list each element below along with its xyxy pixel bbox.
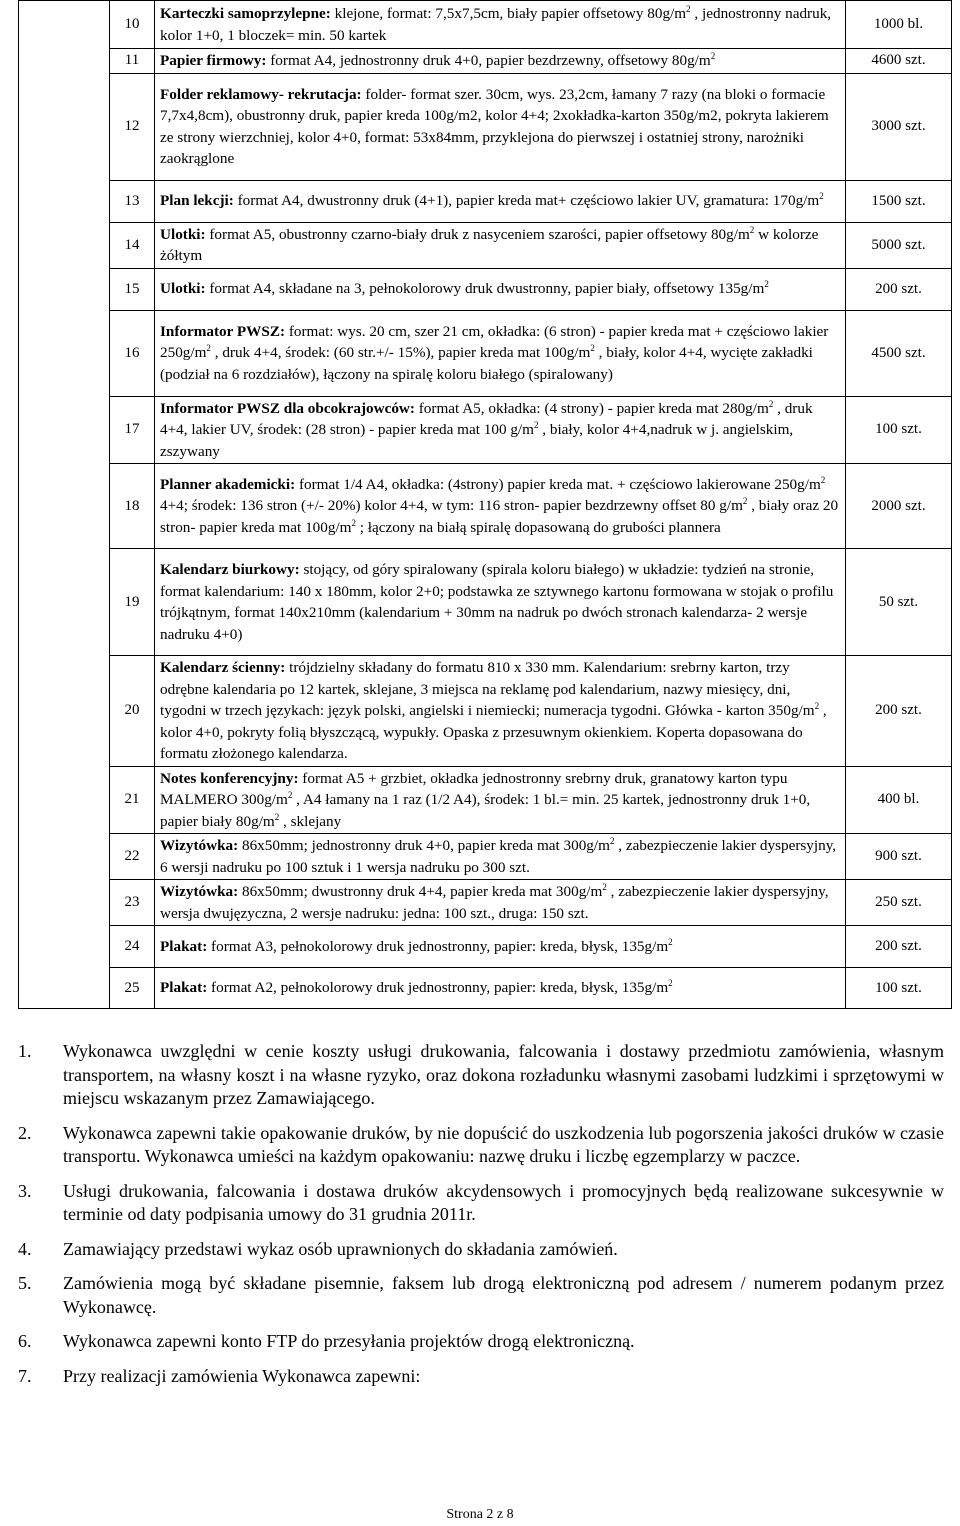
table-row	[19, 396, 952, 464]
table-row	[19, 180, 952, 222]
item-number: 14	[110, 222, 155, 268]
item-quantity: 400 bl.	[846, 766, 952, 834]
item-description	[155, 222, 846, 268]
item-details: format A5, okładka: (4 strony) - papier kreda mat $280g/m^2$ , druk 4+4, lakier UV, środek: (28 stron) - papier kreda mat 100 $g/m^2$ , biały, kolor 4+4,nadruk w j. angielskim, zszywany	[160, 398, 813, 460]
item-quantity: 3000 szt.	[846, 73, 952, 180]
item-details: 86x50mm; jednostronny druk 4+0, papier kreda mat $300g/m^2$ , zabezpieczenie lakier dyspersyjny, 6 wersji nadruku po 100 sztuk i 1 wersja nadruku po 300 szt.	[160, 835, 837, 876]
table-row	[19, 73, 952, 180]
item-quantity: 200 szt.	[846, 656, 952, 767]
condition-item	[18, 1040, 944, 1111]
item-title: Planner akademicki:	[160, 475, 296, 493]
table-row	[19, 880, 952, 926]
item-description	[155, 834, 846, 880]
item-quantity: 1500 szt.	[846, 180, 952, 222]
item-title: Plan lekcji:	[160, 192, 234, 210]
item-quantity: 2000 szt.	[846, 464, 952, 549]
condition-item	[18, 1238, 944, 1262]
item-description	[155, 268, 846, 310]
condition-text: Przy realizacji zamówienia Wykonawca zapewni:	[63, 1365, 421, 1386]
empty-column-cell	[19, 1, 110, 1009]
condition-item	[18, 1330, 944, 1354]
item-title: Notes konferencyjny:	[160, 769, 299, 787]
condition-item	[18, 1180, 944, 1227]
condition-number: 7.	[18, 1365, 32, 1386]
item-title: Wizytówka:	[160, 883, 239, 900]
condition-number: 2.	[18, 1122, 32, 1143]
item-number: 16	[110, 310, 155, 396]
item-description	[155, 766, 846, 834]
table-row	[19, 766, 952, 834]
condition-text: Wykonawca zapewni konto FTP do przesyłania projektów drogą elektroniczną.	[63, 1331, 635, 1351]
item-details: format A5 + grzbiet, okładka jednostronny srebrny druk, granatowy karton typu MALMERO $300g/m^2$ , A4 łamany na 1 raz (1/2 A4), środek: 1 bl.= min. 25 kartek, jednostronny druk 1+0, papier biały $80g/m^2$ , sklejany	[160, 769, 811, 830]
item-number: 22	[110, 834, 155, 880]
item-details: stojący, od góry spiralowany (spirala koloru białego) w układzie: tydzień na stronie, format kalendarium: 140 x 180mm, kolor 2+0; podstawka ze sztywnego kartonu formowana w stojak o profilu trójkątnym, format 140x210mm (kalendarium + 30mm na nadruk po dwóch stronach kalendarza- 2 wersje nadruku 4+0)	[160, 561, 834, 643]
item-description	[155, 396, 846, 464]
item-details: trójdzielny składany do formatu 810 x 330 mm. Kalendarium: srebrny karton, trzy odrębne kalendaria po 12 kartek, sklejane, 3 miejsca na reklamę pod kalendarium, nazwy miesięcy, dni, tygodni w trzech językach: język polski, angielski i niemiecki; numeracja tygodni. Główka - karton $350g/m^2$ , kolor 4+0, pokryty folią błyszczącą, wypukły. Opaska z przesuwnym okienkiem. Koperta dopasowana do formatu złożonego kalendarza.	[160, 659, 827, 762]
condition-number: 6.	[18, 1331, 32, 1351]
item-title: Kalendarz ścienny:	[160, 659, 286, 676]
table-row	[19, 926, 952, 968]
specification-table	[18, 0, 952, 1009]
item-details: format A4, dwustronny druk (4+1), papier kreda mat+ częściowo lakier UV, gramatura: $170g/m^2$	[233, 191, 824, 210]
condition-item	[18, 1365, 944, 1389]
item-number: 20	[110, 656, 155, 767]
condition-number: 1.	[18, 1041, 32, 1061]
table-row	[19, 656, 952, 767]
item-number: 11	[110, 49, 155, 74]
item-title: Ulotki:	[160, 280, 206, 298]
item-quantity: 200 szt.	[846, 926, 952, 968]
condition-text: Wykonawca zapewni takie opakowanie druków, by nie dopuścić do uszkodzenia lub pogorszenia jakości druków w czasie transportu. Wykonawca umieści na każdym opakowaniu: nazwę druku i liczbę egzemplarzy w paczce.	[63, 1122, 944, 1166]
conditions-list	[18, 1040, 944, 1399]
condition-text: Usługi drukowania, falcowania i dostawa druków akcydensowych i promocyjnych będą realizowane sukcesywnie w terminie od daty podpisania umowy do 31 grudnia 2011r.	[63, 1180, 944, 1224]
table-row	[19, 268, 952, 310]
item-description	[155, 310, 846, 396]
item-quantity: 50 szt.	[846, 549, 952, 656]
item-title: Karteczki samoprzylepne:	[160, 5, 331, 22]
item-details: format A3, pełnokolorowy druk jednostronny, papier: kreda, błysk, $135g/m^2$	[207, 936, 673, 955]
table-row	[19, 464, 952, 549]
specification-table-body	[19, 1, 952, 1009]
item-quantity: 4500 szt.	[846, 310, 952, 396]
item-description	[155, 73, 846, 180]
condition-text: Wykonawca uwzględni w cenie koszty usługi drukowania, falcowania i dostawy przedmiotu zamówienia, własnym transportem, na własny koszt i na własne ryzyko, oraz dokona rozładunku własnymi zasobami ludzkimi i sprzętowymi w miejscu wskazanym przez Zamawiającego.	[63, 1041, 944, 1108]
table-row	[19, 834, 952, 880]
item-quantity: 250 szt.	[846, 880, 952, 926]
item-number: 25	[110, 968, 155, 1009]
item-description	[155, 464, 846, 549]
item-quantity: 200 szt.	[846, 268, 952, 310]
item-number: 12	[110, 73, 155, 180]
item-number: 10	[110, 1, 155, 49]
item-number: 21	[110, 766, 155, 834]
item-quantity: 5000 szt.	[846, 222, 952, 268]
item-description	[155, 49, 846, 74]
item-details: folder- format szer. 30cm, wys. 23,2cm, łamany 7 razy (na bloki o formacie 7,7x4,8cm), obustronny druk, papier kreda 100g/m2, kolor 4+4; 2xokładka-karton 350g/m2, pokryta lakierem ze strony wierzchniej, kolor 4+0, format: 53x84mm, przyklejona do pierwszej i ostatniej strony, narożniki zaokrąglone	[160, 85, 829, 167]
item-number: 13	[110, 180, 155, 222]
item-details: format 1/4 A4, okładka: (4strony) papier kreda mat. + częściowo lakierowane $250g/m^2$ 4+4; środek: 136 stron (+/- 20%) kolor 4+4, w tym: 116 stron- papier bezdrzewny offset 80 $g/m^2$ , biały oraz 20 stron- papier kreda mat $100g/m^2$ ; łączony na białą spiralę dopasowaną do grubości plannera	[160, 474, 839, 536]
item-details: klejone, format: 7,5x7,5cm, biały papier offsetowy $80g/m^2$ , jednostronny nadruk, kolor 1+0, 1 bloczek= min. 50 kartek	[160, 3, 832, 44]
item-description	[155, 926, 846, 968]
table-row	[19, 49, 952, 74]
condition-number: 4.	[18, 1238, 32, 1259]
item-quantity: 900 szt.	[846, 834, 952, 880]
item-description	[155, 656, 846, 767]
condition-text: Zamawiający przedstawi wykaz osób uprawnionych do składania zamówień.	[63, 1238, 618, 1259]
item-number: 19	[110, 549, 155, 656]
item-description	[155, 968, 846, 1009]
item-details: format A4, jednostronny druk 4+0, papier bezdrzewny, offsetowy $80g/m^2$	[266, 50, 716, 69]
item-title: Plakat:	[160, 979, 208, 997]
item-description	[155, 549, 846, 656]
item-number: 18	[110, 464, 155, 549]
item-description	[155, 1, 846, 49]
table-row	[19, 1, 952, 49]
item-title: Informator PWSZ dla obcokrajowców:	[160, 399, 415, 417]
item-description	[155, 180, 846, 222]
item-title: Wizytówka:	[160, 837, 239, 854]
table-row	[19, 549, 952, 656]
item-number: 24	[110, 926, 155, 968]
item-details: 86x50mm; dwustronny druk 4+4, papier kreda mat $300g/m^2$ , zabezpieczenie lakier dyspersyjny, wersja dwujęzyczna, 2 wersje nadruku: jedna: 100 szt., druga: 150 szt.	[160, 881, 829, 922]
item-details: format: wys. 20 cm, szer 21 cm, okładka: (6 stron) - papier kreda mat + częściowo lakier $250g/m^2$ , druk 4+4, środek: (60 str.+/- 15%), papier kreda mat $100g/m^2$ , biały, kolor 4+4, wycięte zakładki (podział na 6 rozdziałów), łączony na spiralę koloru białego (spiralowany)	[160, 322, 829, 383]
table-row	[19, 968, 952, 1009]
item-number: 15	[110, 268, 155, 310]
condition-number: 3.	[18, 1180, 32, 1201]
item-quantity: 100 szt.	[846, 396, 952, 464]
item-details: format A2, pełnokolorowy druk jednostronny, papier: kreda, błysk, $135g/m^2$	[207, 978, 673, 997]
page-footer: Strona 2 z 8	[446, 1507, 514, 1522]
item-number: 23	[110, 880, 155, 926]
item-details: format A5, obustronny czarno-biały druk z nasyceniem szarości, papier offsetowy $80g/m^2$ w kolorze żółtym	[160, 224, 819, 264]
item-title: Ulotki:	[160, 225, 206, 243]
condition-text: Zamówienia mogą być składane pisemnie, faksem lub drogą elektroniczną pod adresem / numerem podanym przez Wykonawcę.	[63, 1273, 944, 1317]
condition-item	[18, 1122, 944, 1169]
item-title: Folder reklamowy- rekrutacja:	[160, 85, 362, 103]
condition-item	[18, 1272, 944, 1319]
item-title: Kalendarz biurkowy:	[160, 561, 300, 578]
table-row	[19, 222, 952, 268]
condition-number: 5.	[18, 1273, 32, 1293]
item-title: Papier firmowy:	[160, 52, 267, 69]
item-title: Plakat:	[160, 937, 208, 955]
item-title: Informator PWSZ:	[160, 322, 286, 340]
item-number: 17	[110, 396, 155, 464]
item-description	[155, 880, 846, 926]
table-row	[19, 310, 952, 396]
item-quantity: 4600 szt.	[846, 49, 952, 74]
item-details: format A4, składane na 3, pełnokolorowy druk dwustronny, papier biały, offsetowy $135g/m^2$	[205, 279, 769, 298]
item-quantity: 100 szt.	[846, 968, 952, 1009]
item-quantity: 1000 bl.	[846, 1, 952, 49]
